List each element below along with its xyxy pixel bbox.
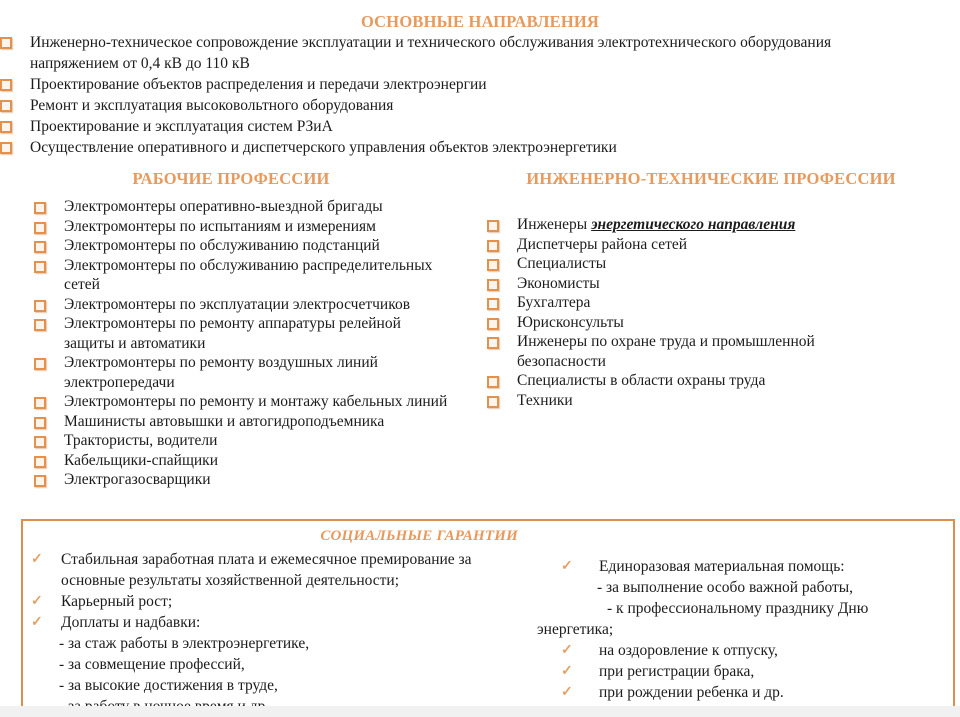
- checkbox-bullet-icon: [34, 300, 46, 312]
- engineering-professions-list: [487, 215, 960, 410]
- checkbox-bullet-icon: [34, 261, 46, 273]
- checkbox-bullet-icon: [487, 337, 499, 349]
- benefit-item: [537, 682, 953, 703]
- list-item-text: Электромонтеры оперативно-выездной бригады: [64, 198, 383, 215]
- list-item: [487, 371, 960, 391]
- check-mark-icon: ✓: [31, 593, 43, 609]
- social-guarantees-title: СОЦИАЛЬНЫЕ ГАРАНТИИ: [320, 527, 518, 544]
- list-item: [487, 332, 960, 371]
- benefit-sub-item: - за выполнение особо важной работы,: [597, 578, 854, 596]
- section-social-guarantees: [21, 519, 955, 717]
- checkbox-bullet-icon: [34, 436, 46, 448]
- list-item-text: Инженеры по охране труда и промышленной безопасности: [517, 333, 815, 370]
- benefit-item: [23, 612, 537, 633]
- checkbox-bullet-icon: [34, 456, 46, 468]
- benefit-text: Карьерный рост;: [61, 592, 173, 610]
- list-item-text: Электромонтеры по обслуживанию подстанций: [64, 237, 380, 254]
- list-item-text: Трактористы, водители: [64, 432, 218, 449]
- benefit-text: Стабильная заработная плата и ежемесячное премирование за основные результаты хозяйственной деятельности;: [61, 550, 472, 589]
- list-item-text: Техники: [517, 391, 573, 409]
- list-item-text: Ремонт и эксплуатация высоковольтного оборудования: [30, 97, 394, 114]
- list-item-text: Электромонтеры по ремонту воздушных линий электропередачи: [64, 354, 378, 391]
- benefit-text: при регистрации брака,: [599, 662, 755, 680]
- bottom-edge-strip: [0, 706, 960, 717]
- checkbox-bullet-icon: [487, 298, 499, 310]
- list-item: [487, 293, 960, 313]
- checkbox-bullet-icon: [0, 142, 12, 154]
- checkbox-bullet-icon: [34, 319, 46, 331]
- professions-columns: [0, 169, 960, 490]
- section-engineering-professions: [462, 169, 960, 490]
- list-item: [0, 95, 960, 116]
- list-item-text: Машинисты автовышки и автогидроподъемника: [64, 412, 385, 430]
- list-item-text: Электромонтеры по обслуживанию распределительных сетей: [64, 256, 433, 293]
- list-item: [487, 274, 960, 294]
- list-item-text: Диспетчеры района сетей: [517, 235, 688, 253]
- checkbox-bullet-icon: [0, 121, 12, 133]
- main-directions-list: [0, 32, 960, 158]
- benefit-sub-item: - за совмещение профессий,: [59, 655, 245, 673]
- list-item: [34, 197, 462, 217]
- working-professions-list: [34, 197, 462, 490]
- checkbox-bullet-icon: [34, 222, 46, 234]
- list-item: [0, 137, 960, 158]
- checkbox-bullet-icon: [34, 397, 46, 409]
- checkbox-bullet-icon: [34, 358, 46, 370]
- benefit-text: Доплаты и надбавки:: [61, 613, 201, 631]
- list-item-text: Экономисты: [517, 274, 600, 292]
- list-item-text: [517, 215, 795, 235]
- list-item: [34, 451, 462, 471]
- list-item-text: Инженерно-техническое сопровождение эксплуатации и технического обслуживания электротехнического оборудования напряжением от 0,4 кВ до 110 кВ: [30, 34, 832, 72]
- check-mark-icon: ✓: [561, 642, 573, 658]
- list-item: [0, 32, 960, 74]
- main-directions-title: ОСНОВНЫЕ НАПРАВЛЕНИЯ: [360, 12, 600, 31]
- checkbox-bullet-icon: [34, 475, 46, 487]
- checkbox-bullet-icon: [487, 240, 499, 252]
- list-item: [487, 313, 960, 333]
- checkbox-bullet-icon: [0, 79, 12, 91]
- list-item: [34, 256, 462, 295]
- checkbox-bullet-icon: [34, 202, 46, 214]
- list-item-text: Проектирование и эксплуатация систем РЗиА: [30, 118, 333, 135]
- list-item: [34, 470, 462, 490]
- list-item-text: Специалисты: [517, 255, 607, 272]
- list-item: [0, 116, 960, 137]
- list-item: [487, 215, 960, 235]
- checkbox-bullet-icon: [487, 259, 499, 271]
- list-item-text: Электромонтеры по ремонту и монтажу кабельных линий: [64, 393, 448, 410]
- list-item: [34, 314, 462, 353]
- checkbox-bullet-icon: [34, 417, 46, 429]
- list-item-text: Электромонтеры по ремонту аппаратуры релейной защиты и автоматики: [64, 315, 401, 352]
- list-item-text: Кабельщики-спайщики: [64, 451, 219, 469]
- checkbox-bullet-icon: [34, 241, 46, 253]
- list-item: [34, 392, 462, 412]
- checkbox-bullet-icon: [487, 318, 499, 330]
- list-item: [487, 235, 960, 255]
- section-working-professions: [0, 169, 462, 490]
- check-mark-icon: ✓: [31, 614, 43, 630]
- working-professions-title: РАБОЧИЕ ПРОФЕССИИ: [132, 169, 330, 188]
- benefit-text: Единоразовая материальная помощь:: [599, 557, 845, 575]
- checkbox-bullet-icon: [487, 396, 499, 408]
- item-prefix: Инженеры: [517, 216, 592, 233]
- checkbox-bullet-icon: [0, 37, 12, 49]
- benefit-item: [23, 591, 537, 612]
- list-item: [487, 391, 960, 411]
- benefit-item: [537, 640, 953, 661]
- list-item: [34, 412, 462, 432]
- list-item-text: Проектирование объектов распределения и передачи электроэнергии: [30, 76, 487, 93]
- social-guarantees-columns: [23, 549, 953, 717]
- engineering-professions-title: ИНЖЕНЕРНО-ТЕХНИЧЕСКИЕ ПРОФЕССИИ: [526, 169, 896, 188]
- list-item: [34, 236, 462, 256]
- list-item-text: Электромонтеры по эксплуатации электросчетчиков: [64, 295, 411, 313]
- item-emphasis: энергетического направления: [591, 216, 796, 233]
- check-mark-icon: ✓: [561, 663, 573, 679]
- list-item: [34, 295, 462, 315]
- list-item: [34, 353, 462, 392]
- list-item: [487, 254, 960, 274]
- list-item-text: Специалисты в области охраны труда: [517, 372, 766, 389]
- list-item-text: Электрогазосварщики: [64, 471, 211, 488]
- list-item-text: Осуществление оперативного и диспетчерского управления объектов электроэнергетики: [30, 139, 617, 156]
- checkbox-bullet-icon: [487, 279, 499, 291]
- checkbox-bullet-icon: [487, 220, 499, 232]
- benefit-item: [537, 556, 953, 577]
- list-item-text: Бухгалтера: [517, 294, 591, 311]
- benefit-text: при рождении ребенка и др.: [599, 683, 784, 701]
- section-main-directions: [0, 0, 960, 158]
- checkbox-bullet-icon: [0, 100, 12, 112]
- benefit-sub-item: - за высокие достижения в труде,: [59, 676, 278, 694]
- check-mark-icon: ✓: [561, 558, 573, 574]
- benefit-item: [23, 549, 537, 591]
- list-item-text: Электромонтеры по испытаниям и измерениям: [64, 217, 376, 235]
- list-item: [34, 217, 462, 237]
- list-item: [34, 431, 462, 451]
- check-mark-icon: ✓: [561, 684, 573, 700]
- social-guarantees-left-column: [23, 549, 537, 717]
- check-mark-icon: ✓: [31, 551, 43, 567]
- benefit-text: на оздоровление к отпуску,: [599, 641, 778, 659]
- list-item: [0, 74, 960, 95]
- social-guarantees-right-column: [537, 556, 953, 717]
- benefit-sub-item: - к профессиональному празднику Дню энергетика;: [537, 599, 869, 638]
- list-item-text: Юрисконсульты: [517, 313, 624, 331]
- checkbox-bullet-icon: [487, 376, 499, 388]
- benefit-item: [537, 661, 953, 682]
- benefit-sub-item: - за стаж работы в электроэнергетике,: [59, 634, 310, 652]
